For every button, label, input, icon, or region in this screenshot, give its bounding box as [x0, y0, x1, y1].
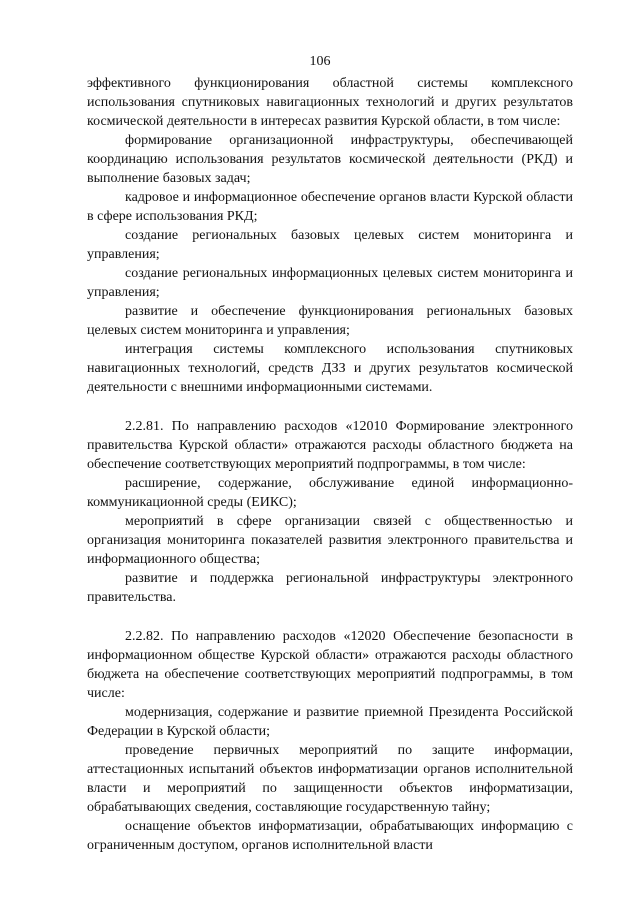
list-item: создание региональных базовых целевых систем мониторинга и управления;	[87, 228, 573, 262]
list-item: проведение первичных мероприятий по защите информации, аттестационных испытаний объектов информатизации органов исполнительной власти и мероприятий по защищенности объектов информатизации, обрабатывающих сведения, составляющие государственную тайну;	[87, 743, 573, 815]
list-item: интеграция системы комплексного использования спутниковых навигационных технологий, средств ДЗЗ и других результатов космической деятельности с внешними информационными системами.	[87, 342, 573, 395]
list-item: кадровое и информационное обеспечение органов власти Курской области в сфере использования РКД;	[87, 190, 573, 224]
list-item: оснащение объектов информатизации, обрабатывающих информацию с ограниченным доступом, органов исполнительной власти	[87, 819, 573, 853]
list-item: формирование организационной инфраструктуры, обеспечивающей координацию использования результатов космической деятельности (РКД) и выполнение базовых задач;	[87, 133, 573, 186]
list-item: расширение, содержание, обслуживание единой информационно-коммуникационной среды (ЕИКС);	[87, 476, 573, 510]
section-paragraph-2-2-81: 2.2.81. По направлению расходов «12010 Формирование электронного правительства Курской области» отражаются расходы областного бюджета на обеспечение соответствующих мероприятий подпрограммы, в том числе:	[87, 419, 573, 472]
list-item: развитие и обеспечение функционирования региональных базовых целевых систем мониторинга и управления;	[87, 304, 573, 338]
document-body	[87, 74, 573, 855]
list-item: мероприятий в сфере организации связей с общественностью и организация мониторинга показателей развития электронного правительства и информационного общества;	[87, 514, 573, 567]
section-paragraph-2-2-82: 2.2.82. По направлению расходов «12020 Обеспечение безопасности в информационном обществе Курской области» отражаются расходы областного бюджета на обеспечение соответствующих мероприятий подпрограммы, в том числе:	[87, 629, 573, 701]
list-item: модернизация, содержание и развитие приемной Президента Российской Федерации в Курской области;	[87, 705, 573, 739]
list-item: создание региональных информационных целевых систем мониторинга и управления;	[87, 266, 573, 300]
page-number: 106	[309, 54, 331, 69]
paragraph-continuation: эффективного функционирования областной системы комплексного использования спутниковых навигационных технологий и других результатов космической деятельности в интересах развития Курской области, в том числе:	[87, 76, 573, 129]
list-item: развитие и поддержка региональной инфраструктуры электронного правительства.	[87, 571, 573, 605]
